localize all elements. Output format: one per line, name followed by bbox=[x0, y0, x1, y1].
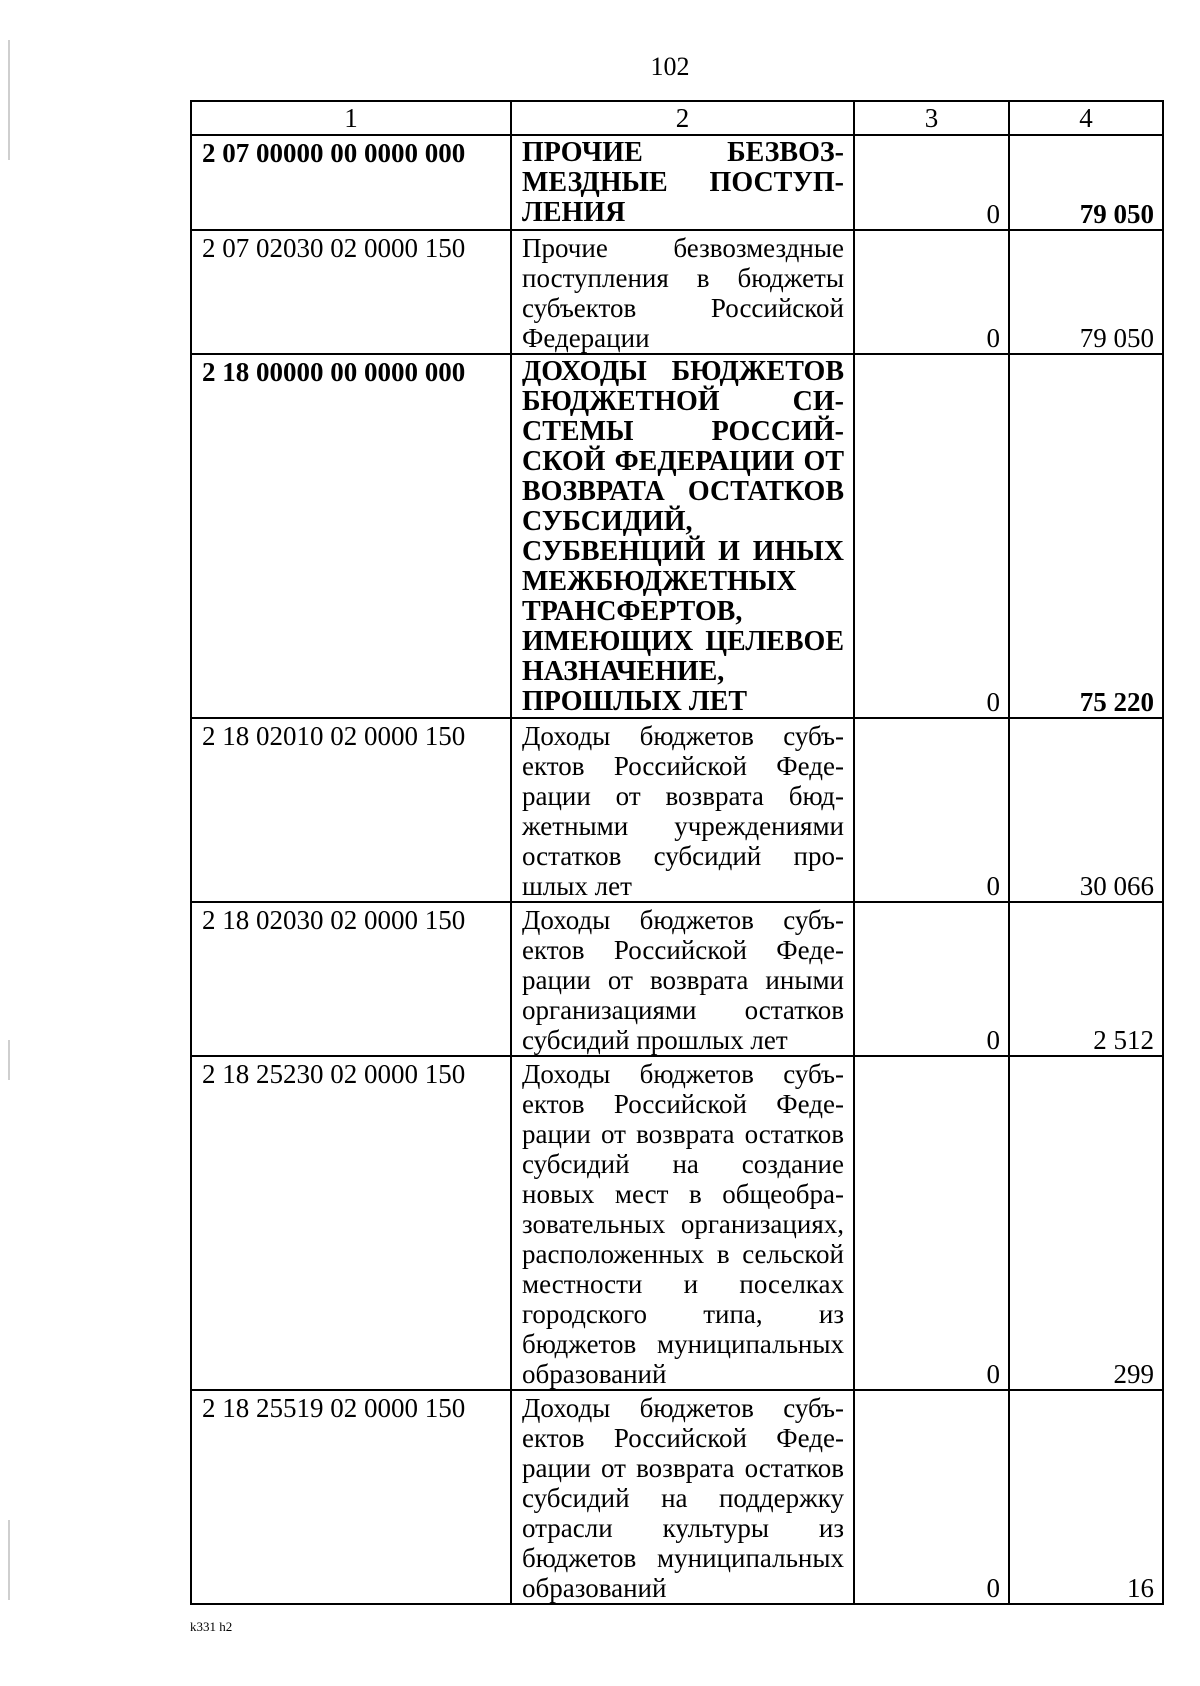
value-col-3: 0 bbox=[854, 135, 1009, 230]
scan-edge-mark bbox=[8, 1520, 10, 1600]
table-header-row bbox=[191, 101, 1163, 135]
budget-income-table bbox=[190, 100, 1164, 1605]
table-row bbox=[191, 354, 1163, 718]
value-col-4: 16 bbox=[1009, 1390, 1163, 1604]
value-col-3: 0 bbox=[854, 902, 1009, 1056]
scan-edge-mark bbox=[8, 1040, 10, 1080]
value-col-4: 75 220 bbox=[1009, 354, 1163, 718]
column-header-3: 3 bbox=[854, 101, 1009, 135]
income-name: ДОХОДЫ БЮДЖЕТОВ БЮДЖЕТНОЙ СИСТЕМЫ РОССИЙСКОЙ ФЕДЕРАЦИИ ОТ ВОЗВРАТА ОСТАТКОВ СУБСИДИЙ, СУБВЕНЦИЙ И ИНЫХ МЕЖБЮДЖЕТНЫХ ТРАНСФЕРТОВ, ИМЕЮЩИХ ЦЕЛЕВОЕ НАЗНАЧЕНИЕ, ПРОШЛЫХ ЛЕТ bbox=[511, 354, 854, 718]
value-col-4: 30 066 bbox=[1009, 718, 1163, 902]
table-row bbox=[191, 230, 1163, 354]
income-name: ПРОЧИЕ БЕЗВОЗМЕЗДНЫЕ ПОСТУПЛЕНИЯ bbox=[511, 135, 854, 230]
column-header-2: 2 bbox=[511, 101, 854, 135]
value-col-3: 0 bbox=[854, 354, 1009, 718]
value-col-4: 79 050 bbox=[1009, 230, 1163, 354]
income-code: 2 18 25519 02 0000 150 bbox=[191, 1390, 511, 1604]
table-row bbox=[191, 718, 1163, 902]
income-name: Доходы бюджетов субъектов Российской Федерации от возврата бюджетными учреждениями остатков субсидий прошлых лет bbox=[511, 718, 854, 902]
table-row bbox=[191, 1056, 1163, 1390]
income-name: Прочие безвозмездные поступления в бюджеты субъектов Российской Федерации bbox=[511, 230, 854, 354]
income-code: 2 18 02010 02 0000 150 bbox=[191, 718, 511, 902]
value-col-4: 79 050 bbox=[1009, 135, 1163, 230]
value-col-3: 0 bbox=[854, 718, 1009, 902]
income-name: Доходы бюджетов субъектов Российской Федерации от возврата иными организациями остатков субсидий прошлых лет bbox=[511, 902, 854, 1056]
income-name: Доходы бюджетов субъектов Российской Федерации от возврата остатков субсидий на создание новых мест в общеобразовательных организациях, расположенных в сельской местности и поселках городского типа, из бюджетов муниципальных образований bbox=[511, 1056, 854, 1390]
income-code: 2 18 00000 00 0000 000 bbox=[191, 354, 511, 718]
income-code: 2 18 02030 02 0000 150 bbox=[191, 902, 511, 1056]
value-col-3: 0 bbox=[854, 1390, 1009, 1604]
value-col-4: 2 512 bbox=[1009, 902, 1163, 1056]
value-col-4: 299 bbox=[1009, 1056, 1163, 1390]
table-row bbox=[191, 902, 1163, 1056]
income-code: 2 18 25230 02 0000 150 bbox=[191, 1056, 511, 1390]
column-header-1: 1 bbox=[191, 101, 511, 135]
column-header-4: 4 bbox=[1009, 101, 1163, 135]
income-code: 2 07 00000 00 0000 000 bbox=[191, 135, 511, 230]
table-row bbox=[191, 1390, 1163, 1604]
income-code: 2 07 02030 02 0000 150 bbox=[191, 230, 511, 354]
table-row bbox=[191, 135, 1163, 230]
value-col-3: 0 bbox=[854, 230, 1009, 354]
footer-document-code: k331 h2 bbox=[190, 1619, 233, 1634]
value-col-3: 0 bbox=[854, 1056, 1009, 1390]
page-number: 102 bbox=[650, 52, 690, 81]
income-name: Доходы бюджетов субъектов Российской Федерации от возврата остатков субсидий на поддержку отрасли культуры из бюджетов муниципальных образований bbox=[511, 1390, 854, 1604]
